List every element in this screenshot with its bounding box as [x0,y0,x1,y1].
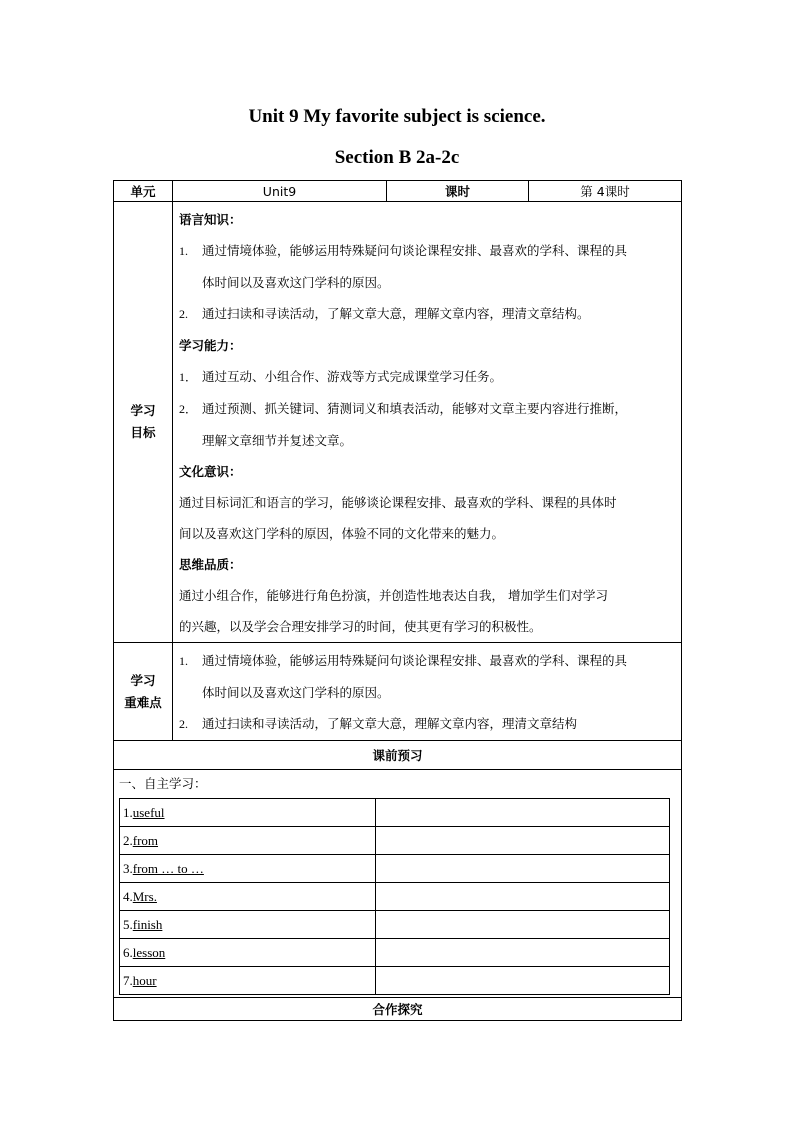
item-number: 1. [179,244,188,258]
vocab-word-cell [120,967,376,995]
difficulties-row [114,643,682,741]
goals-content [173,202,682,643]
table-row [120,911,670,939]
preview-heading-row [114,741,682,770]
vocab-word-cell [120,799,376,827]
vocab-answer-cell[interactable] [376,967,670,995]
table-row [120,883,670,911]
thinking-text-line1: 通过小组合作，能够进行角色扮演，并创造性地表达自我， 增加学生们对学习 [179,588,608,603]
vocab-number: 2. [123,832,133,848]
difficulty-item [179,645,676,708]
vocab-answer-cell[interactable] [376,827,670,855]
goals-label [114,202,173,643]
cooperation-heading-row [114,998,682,1021]
vocab-number: 3. [123,860,133,876]
vocab-answer-cell[interactable] [376,855,670,883]
vocab-number: 7. [123,972,133,988]
section-subtitle: Section B 2a-2c [334,147,460,168]
item-number: 2. [179,307,188,321]
ability-item [179,393,676,456]
difficulties-label-line1: 学习 [130,672,156,688]
table-row [120,939,670,967]
vocab-word-cell [120,911,376,939]
item-text-cont: 体时间以及喜欢这门学科的原因。 [202,685,390,700]
goals-label-line1: 学习 [130,403,156,418]
vocab-word-cell [120,939,376,967]
vocab-word-cell [120,855,376,883]
cooperation-heading: 合作探究 [114,998,682,1021]
vocab-number: 5. [123,916,133,932]
item-text: 通过情境体验，能够运用特殊疑问句谈论课程安排、最喜欢的学科、课程的具 [202,653,628,668]
vocab-word: finish [132,916,163,932]
item-text: 通过扫读和寻读活动，了解文章大意，理解文章内容，理清文章结构 [202,716,578,731]
unit-value: Unit9 [173,181,387,202]
thinking-text-line2: 的兴趣，以及学会合理安排学习的时间，使其更有学习的积极性。 [179,619,542,634]
period-value: 第 4课时 [529,181,682,202]
vocab-word: useful [132,804,165,820]
vocab-answer-cell[interactable] [376,799,670,827]
language-heading: 语言知识： [179,212,242,227]
vocab-answer-cell[interactable] [376,883,670,911]
item-number: 1. [179,654,188,668]
thinking-heading: 思维品质： [179,557,242,572]
vocab-word: from … to … [132,860,204,876]
item-number: 2. [179,717,188,731]
culture-text-line1: 通过目标词汇和语言的学习，能够谈论课程安排、最喜欢的学科、课程的具体时 [179,495,617,510]
item-text: 通过预测、抓关键词、猜测词义和填表活动，能够对文章主要内容进行推断， [202,401,628,416]
document-title: Unit 9 My favorite subject is science. [248,106,546,127]
preview-heading: 课前预习 [114,741,682,770]
vocab-number: 6. [123,944,133,960]
table-row [120,855,670,883]
self-study-heading: 一、自主学习： [119,776,207,791]
difficulties-label [114,643,173,741]
ability-item [179,361,676,393]
header-row [114,181,682,202]
unit-label: 单元 [114,181,173,202]
vocab-word: lesson [132,944,166,960]
vocab-answer-cell[interactable] [376,911,670,939]
vocab-word: hour [132,972,157,988]
ability-heading: 学习能力： [179,338,242,353]
difficulties-content [173,643,682,741]
table-row [120,827,670,855]
language-item [179,298,676,330]
lesson-plan-table [113,180,682,1021]
vocab-word: Mrs. [132,888,157,904]
difficulty-item [179,708,676,740]
preview-content [114,770,682,998]
goals-row [114,202,682,643]
preview-row [114,770,682,998]
vocab-word: from [132,832,159,848]
table-row [120,967,670,995]
item-text-cont: 体时间以及喜欢这门学科的原因。 [202,275,390,290]
vocab-number: 1. [123,804,133,820]
period-label: 课时 [387,181,529,202]
vocab-word-cell [120,883,376,911]
item-text: 通过互动、小组合作、游戏等方式完成课堂学习任务。 [202,369,503,384]
item-number: 2． [179,402,198,416]
culture-heading: 文化意识： [179,464,242,479]
item-text: 通过情境体验，能够运用特殊疑问句谈论课程安排、最喜欢的学科、课程的具 [202,243,628,258]
vocab-number: 4. [123,888,133,904]
goals-label-line2: 目标 [130,425,156,440]
language-item [179,235,676,298]
difficulties-label-line2: 重难点 [124,694,162,710]
table-row [120,799,670,827]
vocab-answer-cell[interactable] [376,939,670,967]
culture-text-line2: 间以及喜欢这门学科的原因，体验不同的文化带来的魅力。 [179,526,505,541]
item-number: 1． [179,370,198,384]
vocab-word-cell [120,827,376,855]
vocabulary-table [119,798,670,995]
item-text-cont: 理解文章细节并复述文章。 [202,433,353,448]
item-text: 通过扫读和寻读活动，了解文章大意，理解文章内容，理清文章结构。 [202,306,590,321]
